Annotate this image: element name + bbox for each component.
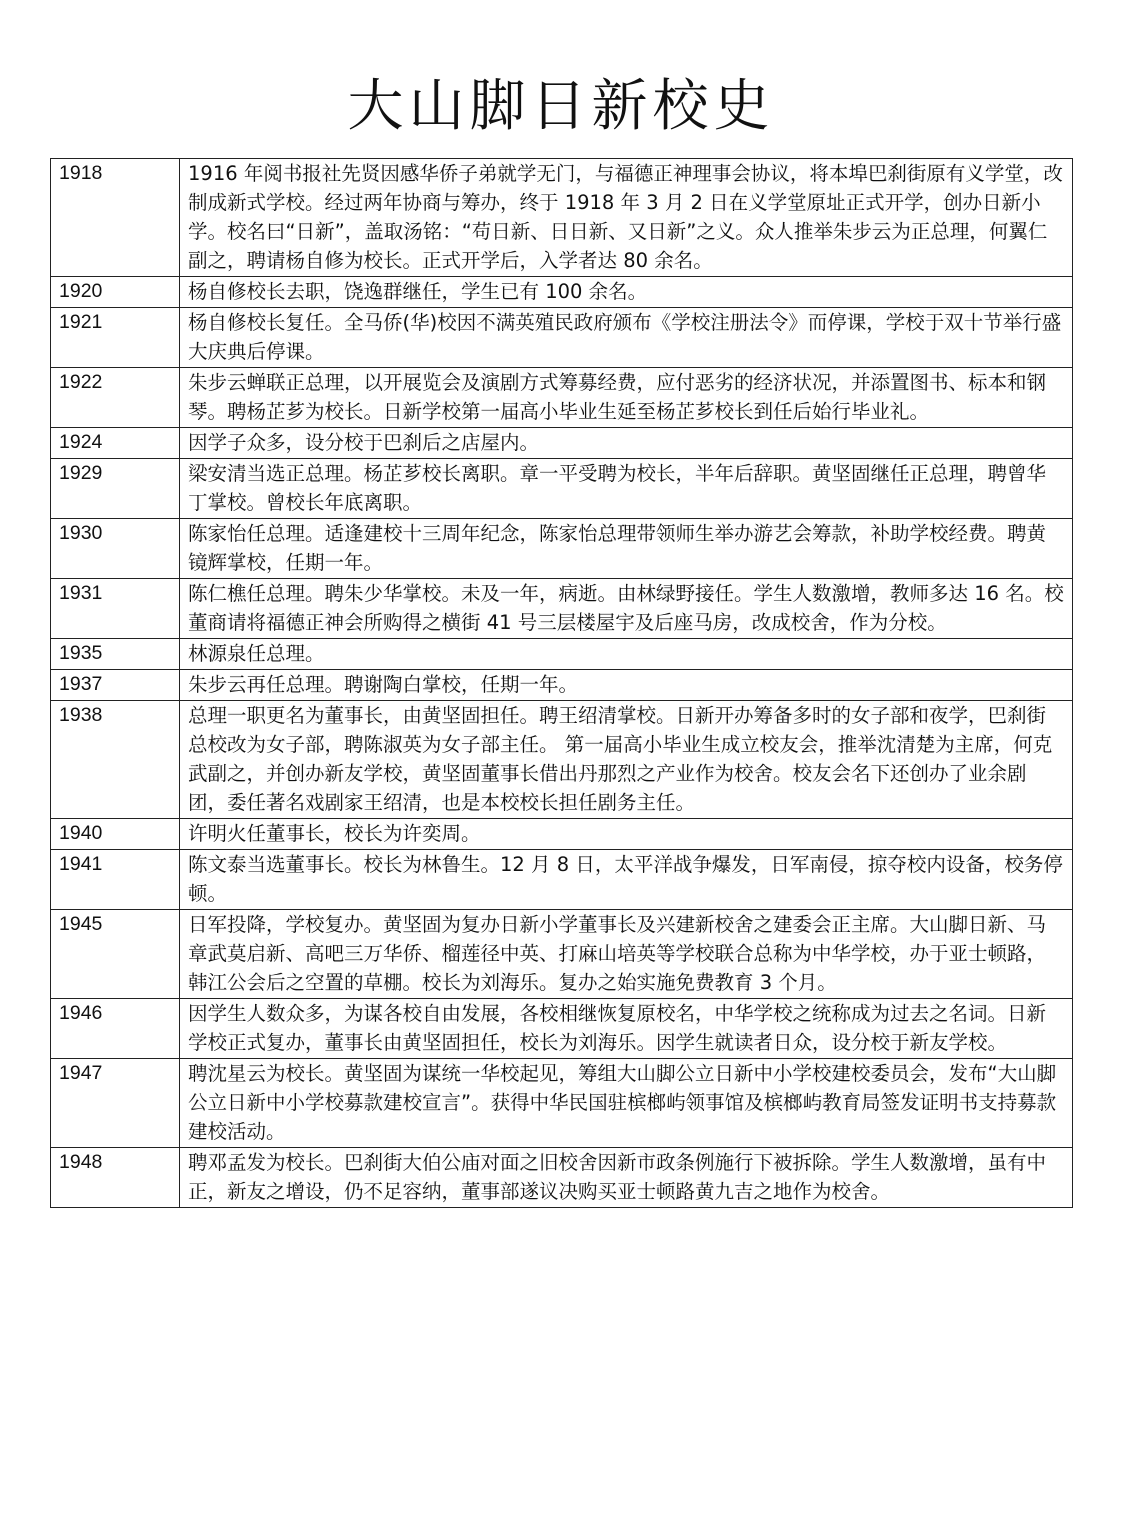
table-row: [51, 277, 1073, 308]
table-row: [51, 670, 1073, 701]
table-row: [51, 999, 1073, 1059]
year-cell: 1937: [51, 670, 180, 701]
table-row: [51, 459, 1073, 519]
year-cell: 1945: [51, 910, 180, 999]
description-cell: 1916 年阅书报社先贤因感华侨子弟就学无门，与福德正神理事会协议，将本埠巴刹街原有义学堂，改制成新式学校。经过两年协商与筹办，终于 1918 年 3 月 2 日在义学堂原址正式开学，创办日新小学。校名曰“日新”，盖取汤铭：“苟日新、日日新、又日新”之义。众人推举朱步云为正总理，何翼仁副之，聘请杨自修为校长。正式开学后，入学者达 80 余名。: [180, 159, 1073, 277]
year-cell: 1924: [51, 428, 180, 459]
description-cell: 日军投降，学校复办。黄坚固为复办日新小学董事长及兴建新校舍之建委会正主席。大山脚日新、马章武莫启新、高吧三万华侨、榴莲径中英、打麻山培英等学校联合总称为中华学校，办于亚士顿路，韩江公会后之空置的草棚。校长为刘海乐。复办之始实施免费教育 3 个月。: [180, 910, 1073, 999]
description-cell: 杨自修校长去职，饶逸群继任，学生已有 100 余名。: [180, 277, 1073, 308]
year-cell: 1940: [51, 819, 180, 850]
year-cell: 1922: [51, 368, 180, 428]
history-table-body: [51, 159, 1073, 1208]
description-cell: 陈仁樵任总理。聘朱少华掌校。未及一年，病逝。由林绿野接任。学生人数激增，教师多达 16 名。校董商请将福德正神会所购得之横街 41 号三层楼屋宇及后座马房，改成校舍，作为分校。: [180, 579, 1073, 639]
year-cell: 1929: [51, 459, 180, 519]
description-cell: 聘沈星云为校长。黄坚固为谋统一华校起见，筹组大山脚公立日新中小学校建校委员会，发布“大山脚公立日新中小学校募款建校宣言”。获得中华民国驻槟榔屿领事馆及槟榔屿教育局签发证明书支持募款建校活动。: [180, 1059, 1073, 1148]
table-row: [51, 639, 1073, 670]
description-cell: 许明火任董事长，校长为许奕周。: [180, 819, 1073, 850]
table-row: [51, 910, 1073, 999]
page-title: 大山脚日新校史: [347, 74, 775, 139]
description-cell: 梁安清当选正总理。杨芷芗校长离职。章一平受聘为校长，半年后辞职。黄坚固继任正总理，聘曾华丁掌校。曾校长年底离职。: [180, 459, 1073, 519]
year-cell: 1918: [51, 159, 180, 277]
year-cell: 1935: [51, 639, 180, 670]
year-cell: 1941: [51, 850, 180, 910]
table-row: [51, 579, 1073, 639]
table-row: [51, 159, 1073, 277]
table-row: [51, 819, 1073, 850]
table-row: [51, 519, 1073, 579]
year-cell: 1948: [51, 1148, 180, 1208]
description-cell: 陈家怡任总理。适逢建校十三周年纪念，陈家怡总理带领师生举办游艺会筹款，补助学校经费。聘黄镜辉掌校，任期一年。: [180, 519, 1073, 579]
table-row: [51, 1059, 1073, 1148]
description-cell: 总理一职更名为董事长，由黄坚固担任。聘王绍清掌校。日新开办筹备多时的女子部和夜学，巴刹街总校改为女子部，聘陈淑英为女子部主任。 第一届高小毕业生成立校友会，推举沈清楚为主席，何克武副之，并创办新友学校，黄坚固董事长借出丹那烈之产业作为校舍。校友会名下还创办了业余剧团，委任著名戏剧家王绍清，也是本校校长担任剧务主任。: [180, 701, 1073, 819]
year-cell: 1921: [51, 308, 180, 368]
year-cell: 1931: [51, 579, 180, 639]
year-cell: 1946: [51, 999, 180, 1059]
history-table: [50, 158, 1073, 1208]
description-cell: 朱步云蝉联正总理，以开展览会及演剧方式筹募经费，应付恶劣的经济状况，并添置图书、标本和钢琴。聘杨芷芗为校长。日新学校第一届高小毕业生延至杨芷芗校长到任后始行毕业礼。: [180, 368, 1073, 428]
table-row: [51, 1148, 1073, 1208]
table-row: [51, 428, 1073, 459]
year-cell: 1947: [51, 1059, 180, 1148]
description-cell: 朱步云再任总理。聘谢陶白掌校，任期一年。: [180, 670, 1073, 701]
table-row: [51, 850, 1073, 910]
year-cell: 1920: [51, 277, 180, 308]
table-row: [51, 308, 1073, 368]
table-row: [51, 368, 1073, 428]
year-cell: 1930: [51, 519, 180, 579]
table-row: [51, 701, 1073, 819]
description-cell: 聘邓孟发为校长。巴刹街大伯公庙对面之旧校舍因新市政条例施行下被拆除。学生人数激增，虽有中正，新友之增设，仍不足容纳，董事部遂议决购买亚士顿路黄九吉之地作为校舍。: [180, 1148, 1073, 1208]
description-cell: 杨自修校长复任。全马侨(华)校因不满英殖民政府颁布《学校注册法令》而停课，学校于双十节举行盛大庆典后停课。: [180, 308, 1073, 368]
description-cell: 陈文泰当选董事长。校长为林鲁生。12 月 8 日，太平洋战争爆发，日军南侵，掠夺校内设备，校务停顿。: [180, 850, 1073, 910]
description-cell: 因学子众多，设分校于巴刹后之店屋内。: [180, 428, 1073, 459]
description-cell: 因学生人数众多，为谋各校自由发展，各校相继恢复原校名，中华学校之统称成为过去之名词。日新学校正式复办，董事长由黄坚固担任，校长为刘海乐。因学生就读者日众，设分校于新友学校。: [180, 999, 1073, 1059]
year-cell: 1938: [51, 701, 180, 819]
description-cell: 林源泉任总理。: [180, 639, 1073, 670]
